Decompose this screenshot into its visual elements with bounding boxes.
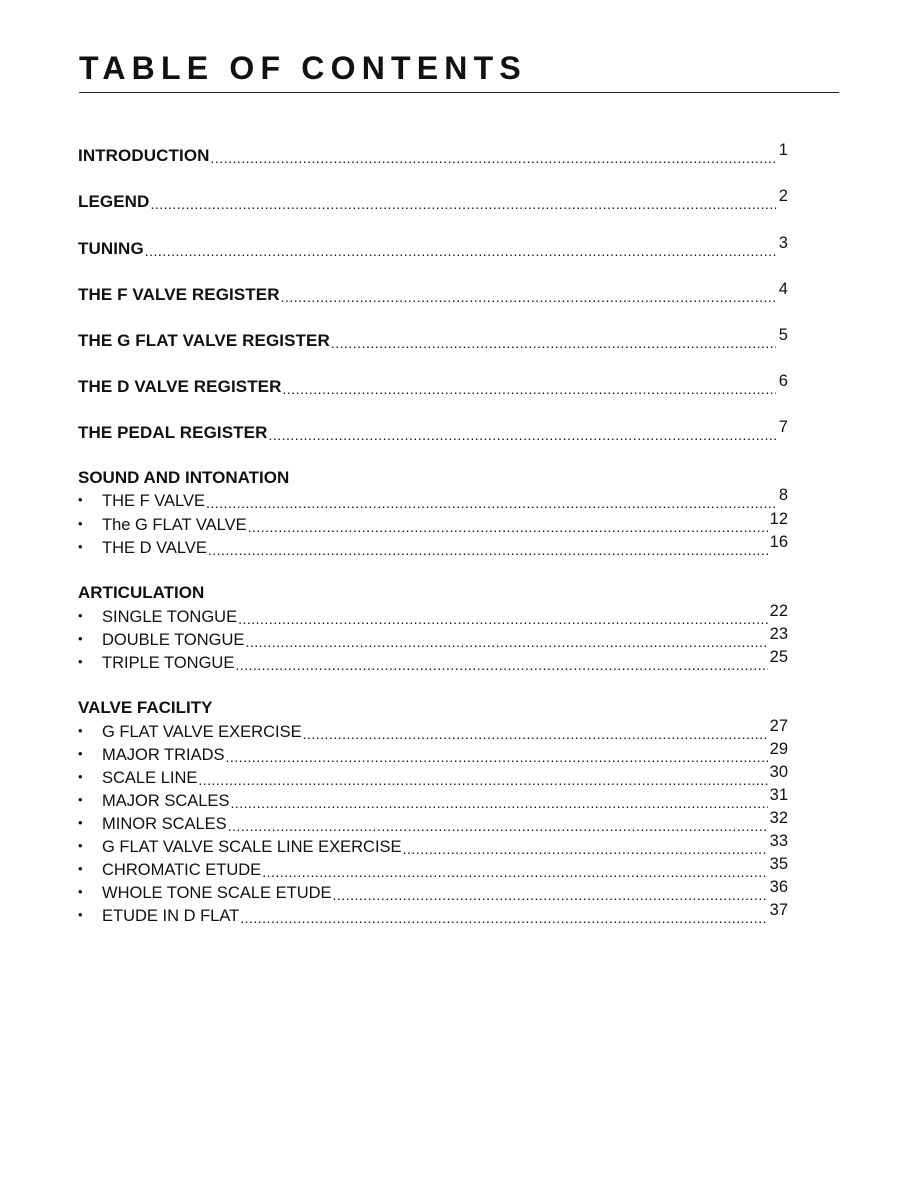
toc-entry-label: The G FLAT VALVE [102,516,247,534]
bullet: • [78,516,83,531]
toc-entry-page: 27 [769,717,788,735]
title-rule [79,92,839,93]
bullet: • [78,769,83,784]
bullet: • [78,746,83,761]
toc-subentry[interactable] [78,809,788,834]
toc-entry-label: SINGLE TONGUE [102,608,238,626]
section-heading-sound-and-intonation: SOUND AND INTONATION [78,468,290,487]
toc-subentry[interactable] [78,855,788,880]
toc-subentry[interactable] [78,786,788,811]
toc-entry-page: 1 [778,141,788,159]
bullet: • [78,838,83,853]
toc-entry-f-valve-register[interactable] [78,280,788,305]
toc-entry-label: THE G FLAT VALVE REGISTER [78,331,330,350]
toc-entry-label: MINOR SCALES [102,815,227,833]
toc-subentry[interactable] [78,740,788,765]
dot-leader [283,377,776,397]
bullet: • [78,631,83,646]
toc-entry-label: TRIPLE TONGUE [102,654,235,672]
toc-entry-label: THE D VALVE [102,539,207,557]
dot-leader [238,607,768,627]
dot-leader [245,630,767,650]
dot-leader [240,906,767,926]
toc-entry-page: 2 [778,187,788,205]
dot-leader [208,538,768,558]
toc-subentry[interactable] [78,717,788,742]
toc-entry-label: LEGEND [78,192,150,211]
toc-entry-page: 30 [769,763,788,781]
toc-entry-page: 4 [778,280,788,298]
dot-leader [150,192,776,212]
toc-entry-page: 5 [778,326,788,344]
page-title: TABLE OF CONTENTS [79,50,527,86]
toc-subentry[interactable] [78,901,788,926]
bullet: • [78,884,83,899]
dot-leader [145,239,776,259]
toc-entry-label: THE PEDAL REGISTER [78,423,268,442]
toc-entry-label: MAJOR SCALES [102,792,230,810]
bullet: • [78,907,83,922]
toc-subentry[interactable] [78,486,788,511]
bullet: • [78,815,83,830]
toc-entry-label: THE D VALVE REGISTER [78,377,282,396]
toc-entry-introduction[interactable] [78,141,788,166]
toc-entry-page: 29 [769,740,788,758]
toc-entry-label: MAJOR TRIADS [102,746,225,764]
section-heading-articulation: ARTICULATION [78,583,205,602]
toc-subentry[interactable] [78,832,788,857]
bullet: • [78,654,83,669]
dot-leader [235,653,767,673]
toc-entry-pedal-register[interactable] [78,418,788,443]
dot-leader [206,491,776,511]
bullet: • [78,492,83,507]
toc-subentry[interactable] [78,648,788,673]
bullet: • [78,861,83,876]
toc-entry-page: 6 [778,372,788,390]
dot-leader [230,791,767,811]
toc-entry-label: DOUBLE TONGUE [102,631,245,649]
toc-entry-page: 37 [769,901,788,919]
dot-leader [403,837,768,857]
dot-leader [331,331,776,351]
toc-entry-d-valve-register[interactable] [78,372,788,397]
toc-subentry[interactable] [78,878,788,903]
bullet: • [78,608,83,623]
toc-entry-label: TUNING [78,239,144,258]
toc-entry-page: 23 [769,625,788,643]
toc-subentry[interactable] [78,533,788,558]
toc-entry-label: ETUDE IN D FLAT [102,907,240,925]
dot-leader [268,423,776,443]
toc-entry-page: 32 [769,809,788,827]
dot-leader [262,860,767,880]
dot-leader [226,745,768,765]
toc-entry-page: 12 [769,510,788,528]
toc-subentry[interactable] [78,510,788,535]
toc-entry-page: 3 [778,234,788,252]
toc-entry-page: 33 [769,832,788,850]
toc-entry-label: THE F VALVE REGISTER [78,285,280,304]
toc-entry-page: 25 [769,648,788,666]
toc-entry-tuning[interactable] [78,234,788,259]
toc-entry-page: 36 [769,878,788,896]
dot-leader [303,722,768,742]
section-heading-valve-facility: VALVE FACILITY [78,698,213,717]
bullet: • [78,539,83,554]
toc-entry-page: 31 [769,786,788,804]
toc-entry-label: INTRODUCTION [78,146,210,165]
dot-leader [248,515,768,535]
dot-leader [211,146,776,166]
toc-entry-label: WHOLE TONE SCALE ETUDE [102,884,332,902]
toc-entry-page: 7 [778,418,788,436]
toc-entry-label: SCALE LINE [102,769,198,787]
toc-subentry[interactable] [78,763,788,788]
toc-subentry[interactable] [78,625,788,650]
dot-leader [281,285,776,305]
toc-entry-label: THE F VALVE [102,492,205,510]
toc-entry-label: G FLAT VALVE SCALE LINE EXERCISE [102,838,402,856]
toc-entry-page: 22 [769,602,788,620]
dot-leader [228,814,768,834]
bullet: • [78,792,83,807]
bullet: • [78,723,83,738]
toc-entry-label: G FLAT VALVE EXERCISE [102,723,302,741]
toc-entry-page: 16 [769,533,788,551]
dot-leader [198,768,767,788]
dot-leader [333,883,768,903]
toc-entry-legend[interactable] [78,187,788,212]
toc-entry-g-flat-valve-register[interactable] [78,326,788,351]
toc-entry-page: 35 [769,855,788,873]
toc-entry-page: 8 [778,486,788,504]
toc-subentry[interactable] [78,602,788,627]
toc-entry-label: CHROMATIC ETUDE [102,861,262,879]
